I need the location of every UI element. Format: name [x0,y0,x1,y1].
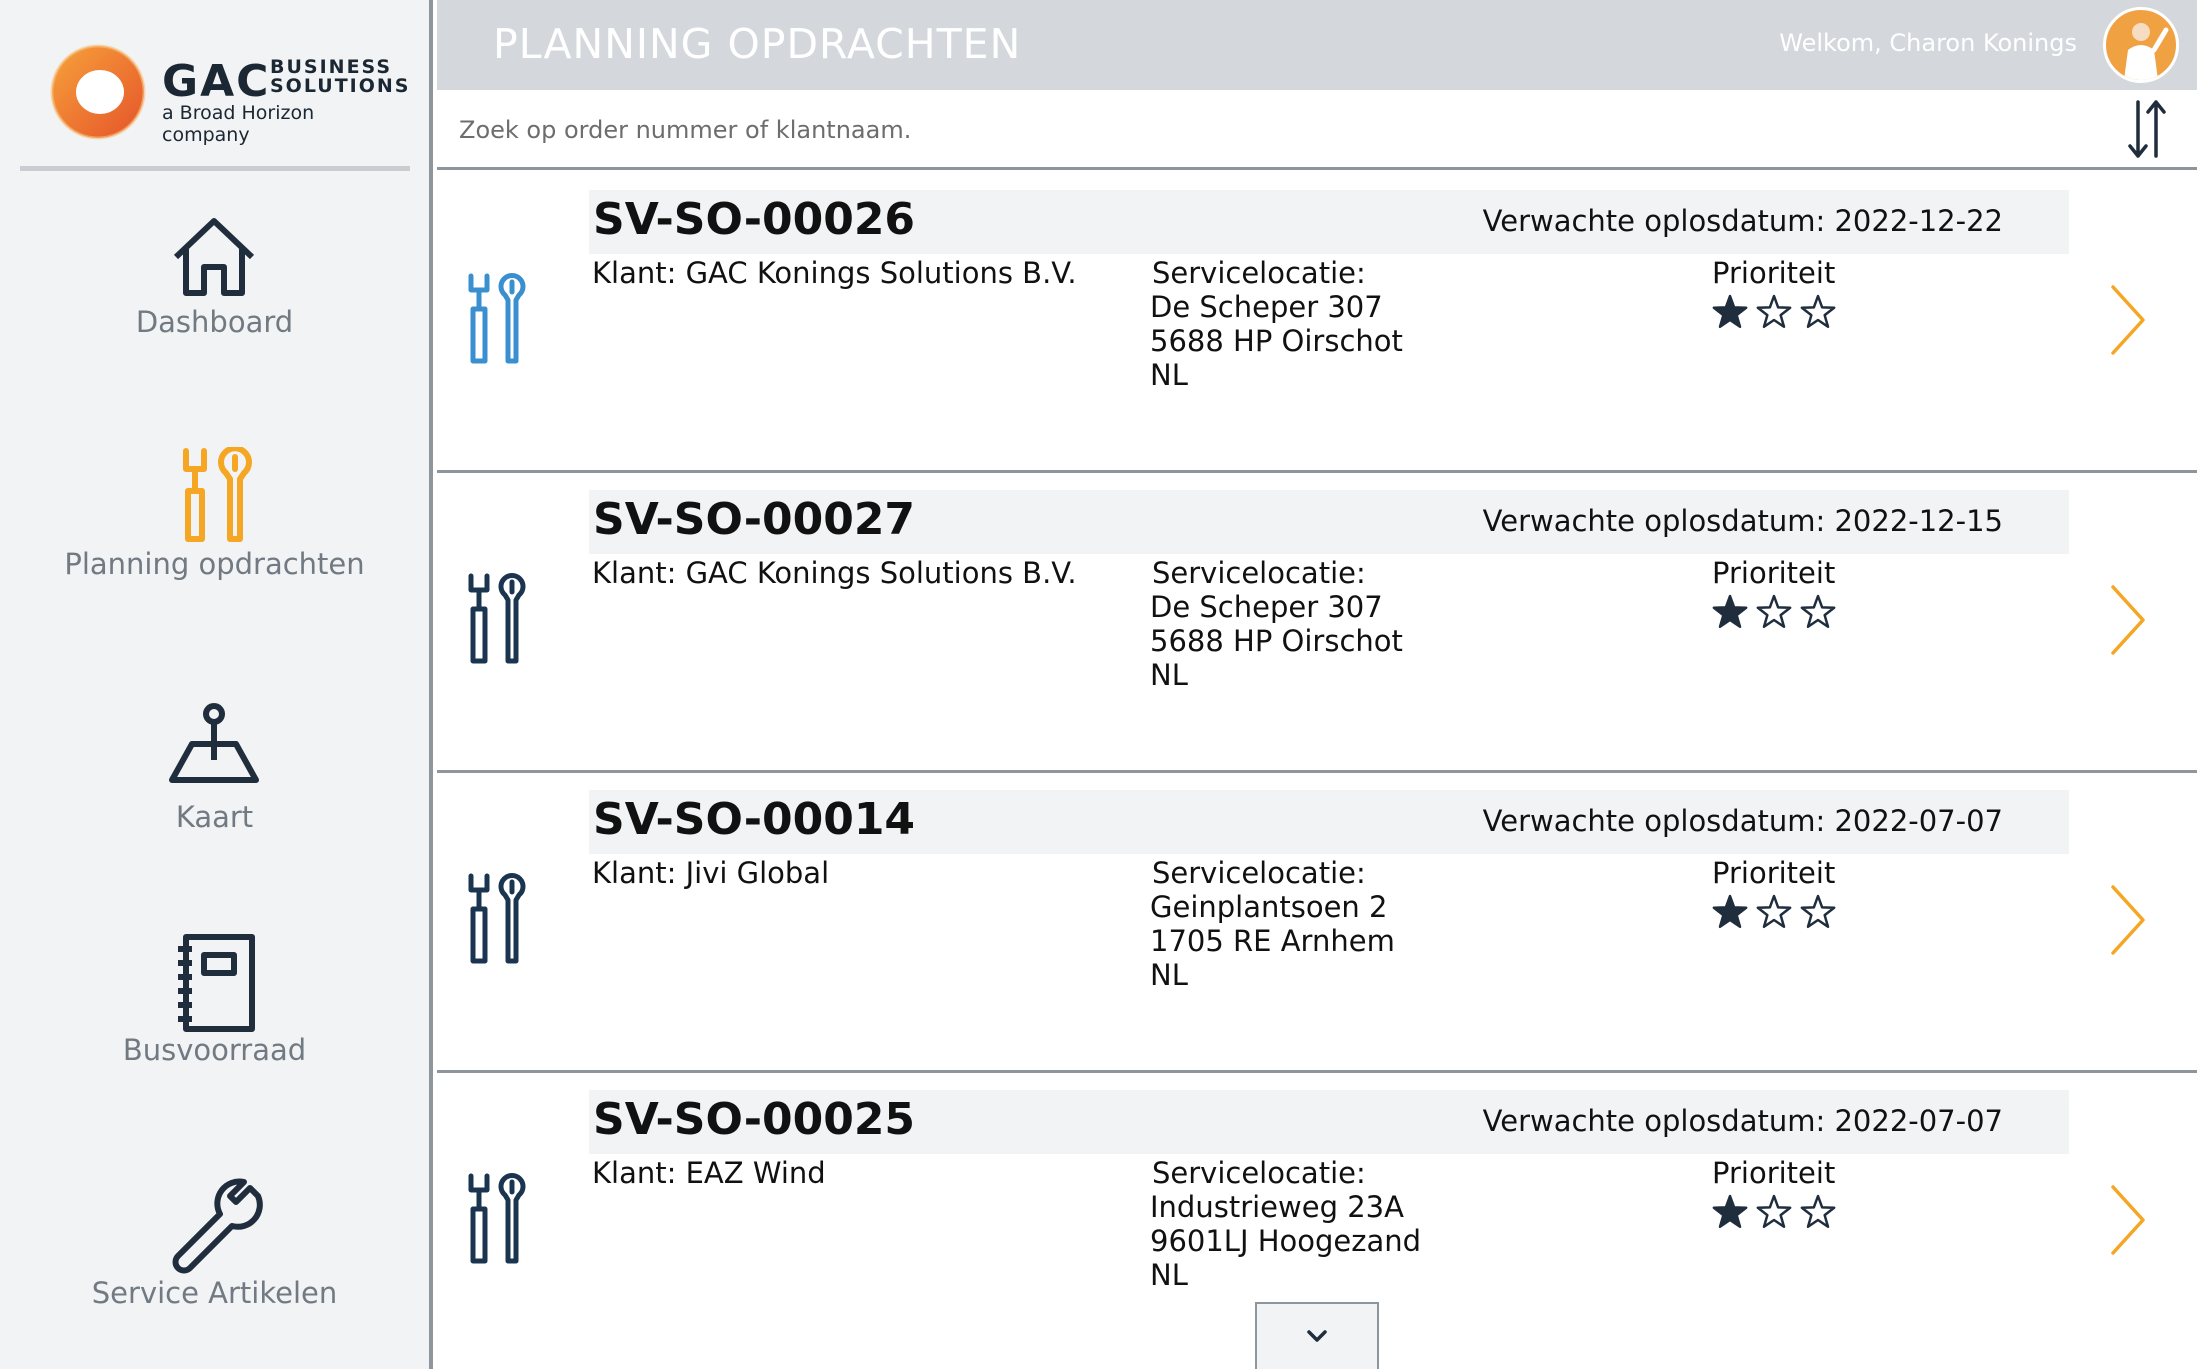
star-filled-icon [1714,1196,1746,1227]
sidebar-item-service-artikelen[interactable] [0,1176,429,1369]
order-number: SV-SO-00025 [593,1094,916,1145]
order-card[interactable] [437,173,2197,473]
order-header [589,490,2069,554]
due-date: Verwachte oplosdatum: 2022-07-07 [1482,804,2003,838]
address-line: NL [1150,658,1188,692]
priority-stars [1712,1191,1842,1235]
customer-name: Klant: GAC Konings Solutions B.V. [592,256,1077,290]
location-label: Servicelocatie: [1152,556,1366,590]
due-date: Verwachte oplosdatum: 2022-07-07 [1482,1104,2003,1138]
wrench-icon [164,1176,264,1276]
address-line: 5688 HP Oirschot [1150,624,1403,658]
sort-icon[interactable] [2123,98,2171,160]
sidebar-item-planning[interactable] [0,447,429,647]
logo-brand: GAC [162,56,271,107]
order-list [437,173,2197,1369]
company-logo [48,42,411,146]
order-number: SV-SO-00026 [593,194,916,245]
priority-label: Prioriteit [1712,556,1836,590]
logo-side-bottom: SOLUTIONS [270,75,411,97]
sidebar-item-kaart[interactable] [0,700,429,900]
customer-name: Klant: Jivi Global [592,856,830,890]
address-line: NL [1150,1258,1188,1292]
sidebar-item-label: Planning opdrachten [64,547,365,581]
tools-icon [465,873,529,965]
sidebar-item-label: Kaart [175,800,254,834]
address-line: 5688 HP Oirschot [1150,324,1403,358]
scroll-down-button[interactable] [1255,1302,1379,1369]
home-icon [164,205,264,305]
address-line: 1705 RE Arnhem [1150,924,1395,958]
due-date: Verwachte oplosdatum: 2022-12-22 [1482,204,2003,238]
chevron-down-icon [1257,1304,1377,1369]
star-empty-icon [1758,296,1790,327]
page-title: PLANNING OPDRACHTEN [493,20,1022,68]
address-line: NL [1150,358,1188,392]
address-line: De Scheper 307 [1150,590,1383,624]
priority-label: Prioriteit [1712,856,1836,890]
avatar[interactable] [2103,7,2179,83]
star-empty-icon [1802,596,1834,627]
address-line: NL [1150,958,1188,992]
sidebar [0,0,433,1369]
order-number: SV-SO-00014 [593,794,916,845]
priority-stars [1712,291,1842,335]
search-bar [437,90,2197,170]
star-filled-icon [1714,596,1746,627]
logo-ring-icon [48,42,148,142]
order-card[interactable] [437,773,2197,1073]
chevron-right-icon[interactable] [2107,283,2147,357]
star-empty-icon [1758,596,1790,627]
star-filled-icon [1714,896,1746,927]
sidebar-item-busvoorraad[interactable] [0,933,429,1133]
star-empty-icon [1802,896,1834,927]
due-date: Verwachte oplosdatum: 2022-12-15 [1482,504,2003,538]
notebook-icon [164,933,264,1033]
address-line: Geinplantsoen 2 [1150,890,1388,924]
address-line: De Scheper 307 [1150,290,1383,324]
address-line: Industrieweg 23A [1150,1190,1404,1224]
order-header [589,1090,2069,1154]
search-input[interactable] [459,108,2059,152]
sidebar-divider [20,166,410,171]
chevron-right-icon[interactable] [2107,883,2147,957]
sidebar-item-label: Dashboard [135,305,294,339]
sidebar-item-dashboard[interactable] [0,205,429,405]
tools-icon [164,447,264,547]
chevron-right-icon[interactable] [2107,1183,2147,1257]
tools-icon [465,573,529,665]
logo-subtitle: a Broad Horizon company [162,102,315,146]
priority-stars [1712,891,1842,935]
star-empty-icon [1758,896,1790,927]
star-empty-icon [1802,296,1834,327]
priority-stars [1712,591,1842,635]
logo-side-top: BUSINESS [270,56,393,78]
location-label: Servicelocatie: [1152,256,1366,290]
star-empty-icon [1758,1196,1790,1227]
order-header [589,190,2069,254]
sidebar-item-label: Busvoorraad [122,1033,307,1067]
location-label: Servicelocatie: [1152,1156,1366,1190]
customer-name: Klant: GAC Konings Solutions B.V. [592,556,1077,590]
star-empty-icon [1802,1196,1834,1227]
tools-icon [465,273,529,365]
star-filled-icon [1714,296,1746,327]
chevron-right-icon[interactable] [2107,583,2147,657]
location-label: Servicelocatie: [1152,856,1366,890]
tools-icon [465,1173,529,1265]
customer-name: Klant: EAZ Wind [592,1156,826,1190]
welcome-text: Welkom, Charon Konings [1779,29,2077,57]
sidebar-item-label: Service Artikelen [91,1276,338,1310]
priority-label: Prioriteit [1712,1156,1836,1190]
order-number: SV-SO-00027 [593,494,916,545]
order-header [589,790,2069,854]
priority-label: Prioriteit [1712,256,1836,290]
user-photo-icon [2106,10,2176,80]
map-pin-icon [164,700,264,800]
logo-side [270,58,410,96]
page-header [437,0,2197,90]
address-line: 9601LJ Hoogezand [1150,1224,1422,1258]
order-card[interactable] [437,473,2197,773]
